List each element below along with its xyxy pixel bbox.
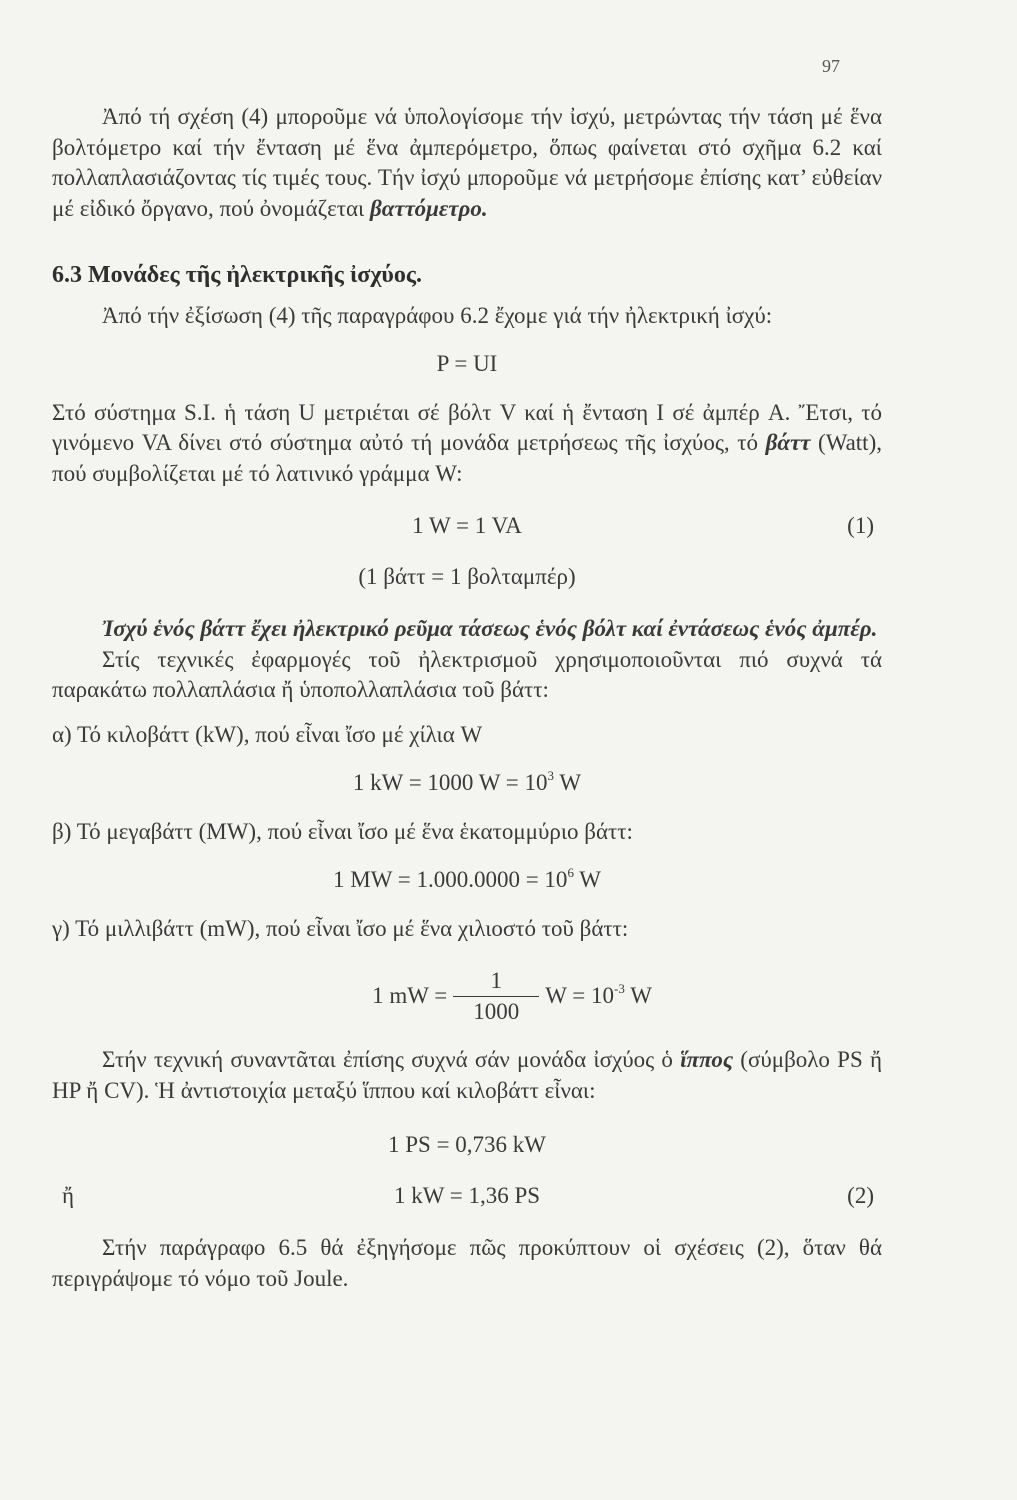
definition: Ἰσχύ ἑνός βάττ ἔχει ἠλεκτρικό ρεῦμα τάσεως ἑνός βόλτ καί ἐντάσεως ἑνός ἀμπέρ. (102, 616, 878, 641)
equation-c-unit: W (624, 983, 652, 1009)
intro-text: Ἀπό τή σχέση (4) μποροῦμε νά ὑπολογίσομε τήν ἰσχύ, μετρώντας τήν τάση μέ ἕνα βολτόμετρο καί τήν ἔνταση μέ ἕνα ἀμπερόμετρο, ὅπως φαίνεται στό σχῆμα 6.2 καί πολλαπλασιάζοντας τίς τιμές τους. Τήν ἰσχύ μποροῦμε νά μετρήσομε ἐπίσης κατ’ εὐθείαν μέ εἰδικό ὄργανο, πού ὀνομάζεται (52, 104, 882, 221)
para4-text: Στήν τεχνική συναντᾶται ἐπίσης συχνά σάν μονάδα ἰσχύος ὁ (102, 1047, 681, 1072)
equation-1-tag: (1) (847, 513, 874, 538)
equation-1 (52, 511, 882, 542)
equation-a-text: 1 kW = 1000 W = 10 (352, 770, 548, 795)
intro-paragraph (52, 102, 882, 224)
section-paragraph-4 (52, 1045, 882, 1106)
intro-term: βαττόμετρο. (369, 195, 488, 221)
equation-2a: 1 PS = 0,736 kW (387, 1132, 546, 1157)
item-c: γ) Τό μιλλιβάττ (mW), πού εἶναι ἴσο μέ ἕνα χιλιοστό τοῦ βάττ: (52, 915, 629, 941)
equation-1-text: 1 W = 1 VA (412, 513, 522, 538)
para4-text-after: (σύμβολο PS ἤ HP ἤ CV). Ἡ ἀντιστοιχία μεταξύ ἵππου καί κιλοβάττ εἶναι: (52, 1047, 882, 1103)
page-number: 97 (822, 56, 840, 76)
item-b: β) Τό μεγαβάττ (MW), πού εἶναι ἴσο μέ ἕνα ἑκατομμύριο βάττ: (52, 818, 633, 844)
para4-term: ἵππος (680, 1047, 734, 1072)
equation-a-exponent: 3 (547, 768, 555, 783)
section-heading: 6.3 Μονάδες τῆς ἠλεκτρικῆς ἰσχύος. (52, 262, 423, 288)
equation-2-or: ἤ (62, 1182, 75, 1208)
item-a: α) Τό κιλοβάττ (kW), πού εἶναι ἴσο μέ χίλια W (52, 721, 483, 747)
equation-c (142, 966, 882, 1027)
fraction-denominator: 1000 (473, 999, 520, 1024)
equation-a (52, 768, 882, 799)
equation-b-text: 1 MW = 1.000.0000 = 10 (333, 867, 568, 892)
equation-c-exponent: -3 (614, 981, 625, 997)
equation-c-right (545, 981, 652, 1012)
equation-a-unit: W (554, 770, 582, 795)
page-body (52, 102, 882, 1294)
equation-2b (52, 1181, 882, 1212)
para2-text: Στό σύστημα S.I. ἡ τάση U μετριέται σέ βόλτ V καί ἡ ἔνταση I σέ ἀμπέρ A. Ἔτσι, τό γινόμενο VA δίνει στό σύστημα αὐτό τή μονάδα μετρήσεως τῆς ἰσχύος, τό (52, 399, 882, 455)
equation-b-unit: W (573, 867, 601, 892)
para2-text-after: (Watt), πού συμβολίζεται μέ τό λατινικό γράμμα W: (52, 430, 882, 486)
equation-c-fraction (453, 966, 539, 1027)
section-paragraph-3: Στίς τεχνικές ἐφαρμογές τοῦ ἠλεκτρισμοῦ χρησιμοποιοῦνται πιό συχνά τά παρακάτω πολλαπλάσια ἤ ὑποπολλαπλάσια τοῦ βάττ: (52, 646, 882, 702)
equation-c-right-text: W = 10 (545, 983, 615, 1009)
equation-2b-text: 1 kW = 1,36 PS (393, 1182, 541, 1208)
equation-c-left: 1 mW = (372, 983, 448, 1009)
equation-b (52, 865, 882, 896)
fraction-numerator: 1 (490, 968, 502, 993)
section-paragraph-2 (52, 398, 882, 490)
equation-b-exponent: 6 (567, 865, 574, 880)
para2-term: βάττ (765, 430, 811, 455)
equation-1-gloss: (1 βάττ = 1 βολταμπέρ) (358, 563, 576, 589)
section-paragraph-5: Στήν παράγραφο 6.5 θά ἐξηγήσομε πῶς προκύπτουν οἱ σχέσεις (2), ὅταν θά περιγράψομε τό νόμο τοῦ Joule. (52, 1235, 882, 1291)
equation-p-ui: P = UI (436, 351, 498, 376)
equation-2-tag: (2) (847, 1182, 874, 1208)
section-paragraph-1: Ἀπό τήν ἐξίσωση (4) τῆς παραγράφου 6.2 ἔχομε γιά τήν ἠλεκτρική ἰσχύ: (102, 302, 773, 328)
